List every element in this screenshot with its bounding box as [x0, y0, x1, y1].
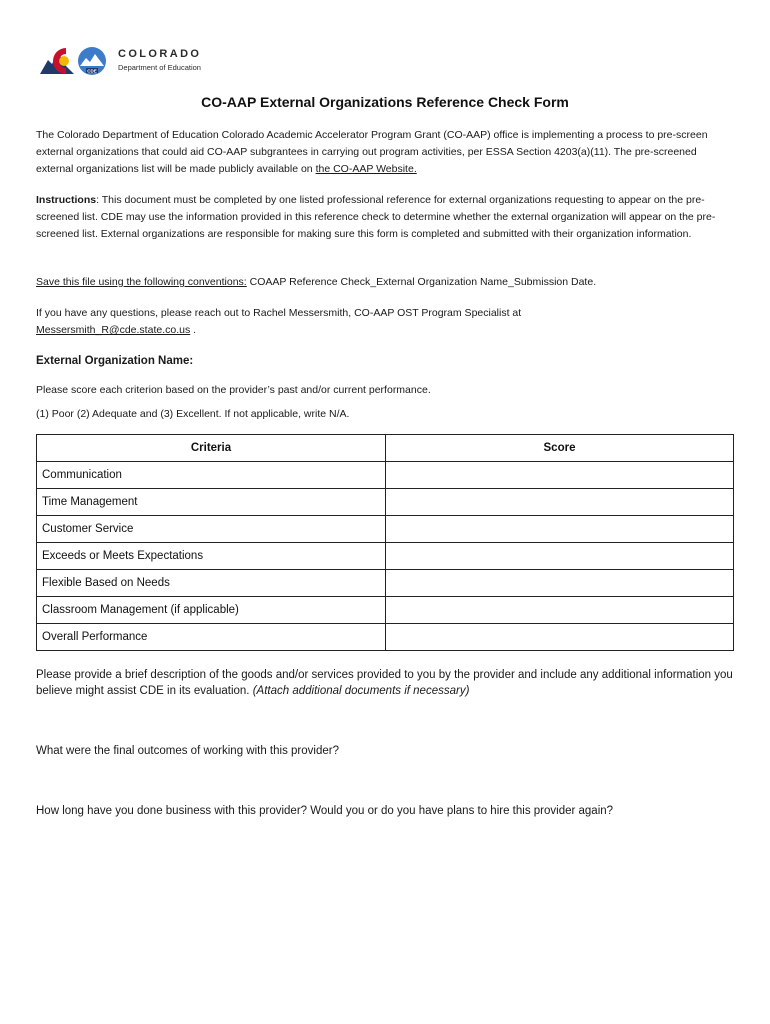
- co-aap-website-link[interactable]: the CO-AAP Website.: [315, 163, 417, 175]
- criterion-cell: Time Management: [37, 489, 386, 516]
- table-row: [37, 489, 734, 516]
- table-row: [37, 570, 734, 597]
- save-convention-text: COAAP Reference Check_External Organization Name_Submission Date.: [246, 276, 597, 288]
- contact-end: .: [190, 324, 197, 336]
- intro-paragraph: [36, 127, 736, 178]
- save-convention-paragraph: [36, 274, 736, 291]
- table-row: [37, 624, 734, 651]
- svg-text:CDE: CDE: [87, 68, 97, 74]
- colorado-flag-mountain-icon: [40, 44, 114, 78]
- question-description-text: Please provide a brief description of the goods and/or services provided to you by the provider and include any additional information you believe might assist CDE in its evaluation.: [36, 669, 733, 697]
- criterion-cell: Exceeds or Meets Expectations: [37, 543, 386, 570]
- logo-dept-name: Department of Education: [118, 63, 201, 72]
- intro-text: The Colorado Department of Education Colorado Academic Accelerator Program Grant (CO-AAP) office is implementing a process to pre-screen external organizations that could aid CO-AAP subgrantees in carrying out program activities, per ESSA Section 4203(a)(11). The pre-screened external organizations list will be made publicly available on: [36, 129, 708, 175]
- score-cell[interactable]: [386, 462, 734, 489]
- contact-paragraph: [36, 305, 736, 339]
- score-cell[interactable]: [386, 597, 734, 624]
- score-cell[interactable]: [386, 624, 734, 651]
- table-row: [37, 516, 734, 543]
- instructions-text: : This document must be completed by one listed professional reference for external organizations requesting to appear on the pre-screened list. CDE may use the information provided in this reference check to determine whether the external organization will appear on the pre-screened list. External organizations are responsible for making sure this form is completed and submitted with their organization information.: [36, 194, 716, 240]
- criterion-cell: Customer Service: [37, 516, 386, 543]
- criteria-header: Criteria: [37, 435, 386, 462]
- question-outcomes: What were the final outcomes of working with this provider?: [36, 745, 339, 757]
- score-cell[interactable]: [386, 570, 734, 597]
- question-business-duration: How long have you done business with this provider? Would you or do you have plans to hire this provider again?: [36, 805, 614, 817]
- criteria-table: [36, 434, 734, 651]
- contact-text: If you have any questions, please reach out to Rachel Messersmith, CO-AAP OST Program Specialist at: [36, 307, 522, 319]
- table-row: [37, 597, 734, 624]
- logo-org-name: COLORADO: [118, 48, 202, 60]
- table-header-row: [37, 435, 734, 462]
- criterion-cell: Flexible Based on Needs: [37, 570, 386, 597]
- score-cell[interactable]: [386, 516, 734, 543]
- question-description: [36, 667, 736, 699]
- save-convention-label: Save this file using the following conventions:: [36, 276, 247, 288]
- cde-logo: [40, 44, 240, 78]
- criterion-cell: Communication: [37, 462, 386, 489]
- instructions-label: Instructions: [36, 194, 97, 206]
- criterion-cell: Classroom Management (if applicable): [37, 597, 386, 624]
- score-cell[interactable]: [386, 489, 734, 516]
- table-row: [37, 543, 734, 570]
- criterion-cell: Overall Performance: [37, 624, 386, 651]
- instructions-paragraph: [36, 192, 736, 243]
- form-title: CO-AAP External Organizations Reference Check Form: [201, 94, 569, 110]
- question-description-note: (Attach additional documents if necessary): [252, 685, 470, 697]
- score-cell[interactable]: [386, 543, 734, 570]
- score-scale: (1) Poor (2) Adequate and (3) Excellent. If not applicable, write N/A.: [36, 408, 350, 420]
- contact-email-link[interactable]: Messersmith_R@cde.state.co.us: [36, 324, 191, 336]
- score-instructions: Please score each criterion based on the provider’s past and/or current performance.: [36, 384, 431, 396]
- table-row: [37, 462, 734, 489]
- org-name-label: External Organization Name:: [36, 355, 194, 367]
- score-header: Score: [386, 435, 734, 462]
